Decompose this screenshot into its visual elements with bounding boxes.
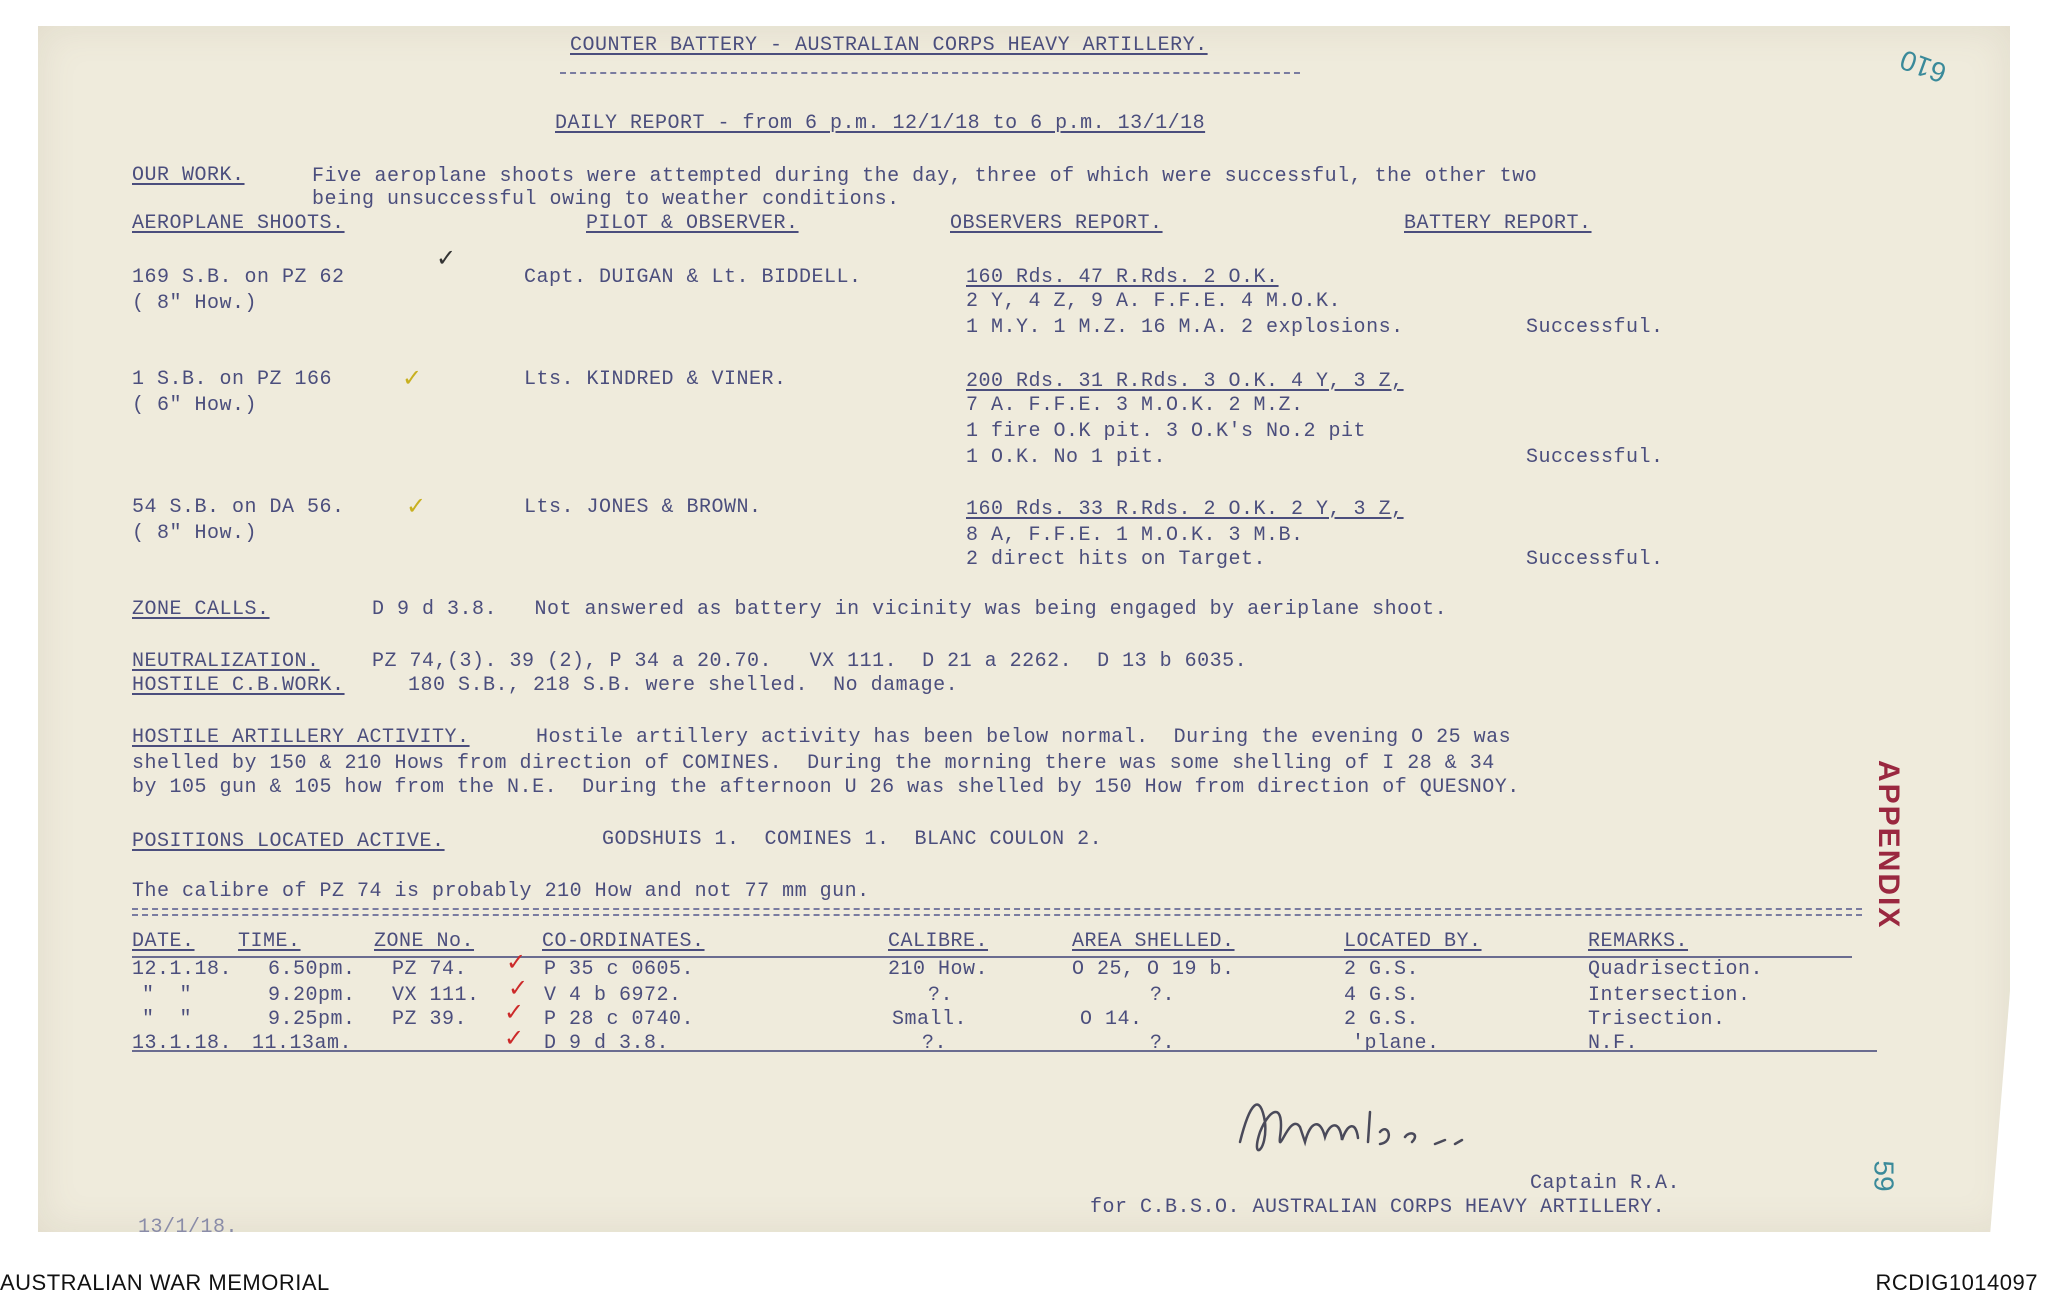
table-row-2-area: ?.	[1150, 984, 1176, 1007]
table-row-3-area: O 14.	[1080, 1008, 1143, 1031]
header-pilot-observer: PILOT & OBSERVER.	[586, 212, 799, 235]
hostile-artillery-line1: Hostile artillery activity has been below normal. During the evening O 25 was	[536, 726, 1512, 749]
table-row-3-date: " "	[142, 1008, 193, 1031]
report-title: COUNTER BATTERY - AUSTRALIAN CORPS HEAVY ARTILLERY.	[570, 34, 1208, 57]
check-mark-icon: ✓	[402, 364, 423, 392]
check-mark-icon: ✓	[508, 974, 529, 1002]
shoot-3-target: 54 S.B. on DA 56.	[132, 496, 345, 519]
shoot-1-pilot: Capt. DUIGAN & Lt. BIDDELL.	[524, 266, 862, 289]
shoot-2-gun: ( 6" How.)	[132, 394, 258, 417]
neutralization-label: NEUTRALIZATION.	[132, 650, 320, 673]
zone-calls-label: ZONE CALLS.	[132, 598, 270, 621]
shoot-3-gun: ( 8" How.)	[132, 522, 258, 545]
shoot-1-gun: ( 8" How.)	[132, 292, 258, 315]
footer-source: AUSTRALIAN WAR MEMORIAL	[0, 1270, 330, 1295]
check-mark-icon: ✓	[504, 1024, 525, 1052]
table-row-1-located: 2 G.S.	[1344, 958, 1420, 981]
our-work-line1: Five aeroplane shoots were attempted during the day, three of which were successful, the other two	[312, 165, 1538, 188]
table-row-1-coord: P 35 c 0605.	[544, 958, 695, 981]
our-work-line2: being unsuccessful owing to weather conditions.	[312, 188, 900, 211]
table-row-4-date: 13.1.18.	[132, 1032, 233, 1055]
hostile-artillery-label: HOSTILE ARTILLERY ACTIVITY.	[132, 726, 470, 749]
hostile-artillery-line3: by 105 gun & 105 how from the N.E. During the afternoon U 26 was shelled by 150 How from direction of QUESNOY.	[132, 776, 1520, 799]
shoot-1-report-1: 160 Rds. 47 R.Rds. 2 O.K.	[966, 266, 1279, 289]
check-mark-icon: ✓	[406, 492, 427, 520]
positions-text: GODSHUIS 1. COMINES 1. BLANC COULON 2.	[602, 828, 1103, 851]
hostile-cb-label: HOSTILE C.B.WORK.	[132, 674, 345, 697]
table-row-3-zone: PZ 39.	[392, 1008, 468, 1031]
table-row-1-date: 12.1.18.	[132, 958, 233, 981]
table-row-3-coord: P 28 c 0740.	[544, 1008, 695, 1031]
shoot-3-report-1: 160 Rds. 33 R.Rds. 2 O.K. 2 Y, 3 Z,	[966, 498, 1404, 521]
header-observers-report: OBSERVERS REPORT.	[950, 212, 1163, 235]
page-number: 59	[1868, 1160, 1900, 1192]
shoot-2-result: Successful.	[1526, 446, 1664, 469]
shoot-2-report-2: 7 A. F.F.E. 3 M.O.K. 2 M.Z.	[966, 394, 1304, 417]
calibre-note: The calibre of PZ 74 is probably 210 How and not 77 mm gun.	[132, 880, 870, 903]
table-row-4-time: 11.13am.	[252, 1032, 353, 1055]
table-top-rule-2	[132, 914, 1862, 916]
shoot-3-report-2: 8 A, F.F.E. 1 M.O.K. 3 M.B.	[966, 524, 1304, 547]
our-work-label: OUR WORK.	[132, 164, 245, 187]
shoot-2-pilot: Lts. KINDRED & VINER.	[524, 368, 787, 391]
shoot-3-report-3: 2 direct hits on Target.	[966, 548, 1267, 571]
table-row-1-calibre: 210 How.	[888, 958, 989, 981]
table-row-3-located: 2 G.S.	[1344, 1008, 1420, 1031]
shoot-1-result: Successful.	[1526, 316, 1664, 339]
corner-number: 610	[1895, 43, 1951, 90]
table-top-rule	[132, 908, 1862, 910]
col-time: TIME.	[238, 930, 301, 953]
table-row-1-zone: PZ 74.	[392, 958, 468, 981]
table-row-2-coord: V 4 b 6972.	[544, 984, 682, 1007]
table-row-2-located: 4 G.S.	[1344, 984, 1420, 1007]
table-row-4-remarks: N.F.	[1588, 1032, 1639, 1055]
positions-label: POSITIONS LOCATED ACTIVE.	[132, 830, 445, 853]
col-zone: ZONE No.	[374, 930, 475, 953]
table-row-2-calibre: ?.	[928, 984, 954, 1007]
table-row-2-remarks: Intersection.	[1588, 984, 1751, 1007]
col-coordinates: CO-ORDINATES.	[542, 930, 705, 953]
footer-id: RCDIG1014097	[1875, 1270, 2038, 1295]
table-row-1-area: O 25, O 19 b.	[1072, 958, 1235, 981]
header-battery-report: BATTERY REPORT.	[1404, 212, 1592, 235]
table-row-3-remarks: Trisection.	[1588, 1008, 1726, 1031]
table-row-4-located: 'plane.	[1352, 1032, 1440, 1055]
appendix-stamp: APPENDIX	[1872, 760, 1905, 930]
shoot-2-target: 1 S.B. on PZ 166	[132, 368, 333, 391]
table-row-2-zone: VX 111.	[392, 984, 480, 1007]
signature-rank: Captain R.A.	[1530, 1172, 1681, 1195]
table-row-4-coord: D 9 d 3.8.	[544, 1032, 670, 1055]
zone-calls-text: D 9 d 3.8. Not answered as battery in vicinity was being engaged by aeriplane shoot.	[372, 598, 1448, 621]
table-row-1-time: 6.50pm.	[268, 958, 356, 981]
hostile-cb-text: 180 S.B., 218 S.B. were shelled. No damage.	[408, 674, 959, 697]
col-date: DATE.	[132, 930, 195, 953]
shoot-3-result: Successful.	[1526, 548, 1664, 571]
check-mark-icon: ✓	[504, 998, 525, 1026]
table-row-3-time: 9.25pm.	[268, 1008, 356, 1031]
col-remarks: REMARKS.	[1588, 930, 1689, 953]
table-bottom-rule	[132, 1050, 1877, 1052]
check-mark-icon: ✓	[506, 948, 527, 976]
shoot-1-report-3: 1 M.Y. 1 M.Z. 16 M.A. 2 explosions.	[966, 316, 1404, 339]
shoot-1-report-2: 2 Y, 4 Z, 9 A. F.F.E. 4 M.O.K.	[966, 290, 1342, 313]
neutralization-text: PZ 74,(3). 39 (2), P 34 a 20.70. VX 111. D 21 a 2262. D 13 b 6035.	[372, 650, 1248, 673]
table-row-2-time: 9.20pm.	[268, 984, 356, 1007]
handwritten-signature	[1230, 1082, 1530, 1182]
table-row-4-area: ?.	[1150, 1032, 1176, 1055]
col-area-shelled: AREA SHELLED.	[1072, 930, 1235, 953]
table-row-3-calibre: Small.	[892, 1008, 968, 1031]
col-located-by: LOCATED BY.	[1344, 930, 1482, 953]
header-aeroplane-shoots: AEROPLANE SHOOTS.	[132, 212, 345, 235]
shoot-2-report-1: 200 Rds. 31 R.Rds. 3 O.K. 4 Y, 3 Z,	[966, 370, 1404, 393]
shoot-2-report-4: 1 O.K. No 1 pit.	[966, 446, 1167, 469]
table-row-4-calibre: ?.	[922, 1032, 948, 1055]
report-subtitle: DAILY REPORT - from 6 p.m. 12/1/18 to 6 p.m. 13/1/18	[555, 112, 1206, 135]
check-mark-icon: ✓	[436, 244, 457, 272]
col-calibre: CALIBRE.	[888, 930, 989, 953]
shoot-2-report-3: 1 fire O.K pit. 3 O.K's No.2 pit	[966, 420, 1367, 443]
bottom-date: 13/1/18.	[138, 1216, 239, 1239]
table-row-1-remarks: Quadrisection.	[1588, 958, 1764, 981]
shoot-1-target: 169 S.B. on PZ 62	[132, 266, 345, 289]
table-row-2-date: " "	[142, 984, 193, 1007]
signature-for-line: for C.B.S.O. AUSTRALIAN CORPS HEAVY ARTILLERY.	[1090, 1196, 1666, 1219]
hostile-artillery-line2: shelled by 150 & 210 Hows from direction of COMINES. During the morning there was some shelling of I 28 & 34	[132, 752, 1495, 775]
title-rule	[560, 72, 1300, 74]
shoot-3-pilot: Lts. JONES & BROWN.	[524, 496, 762, 519]
